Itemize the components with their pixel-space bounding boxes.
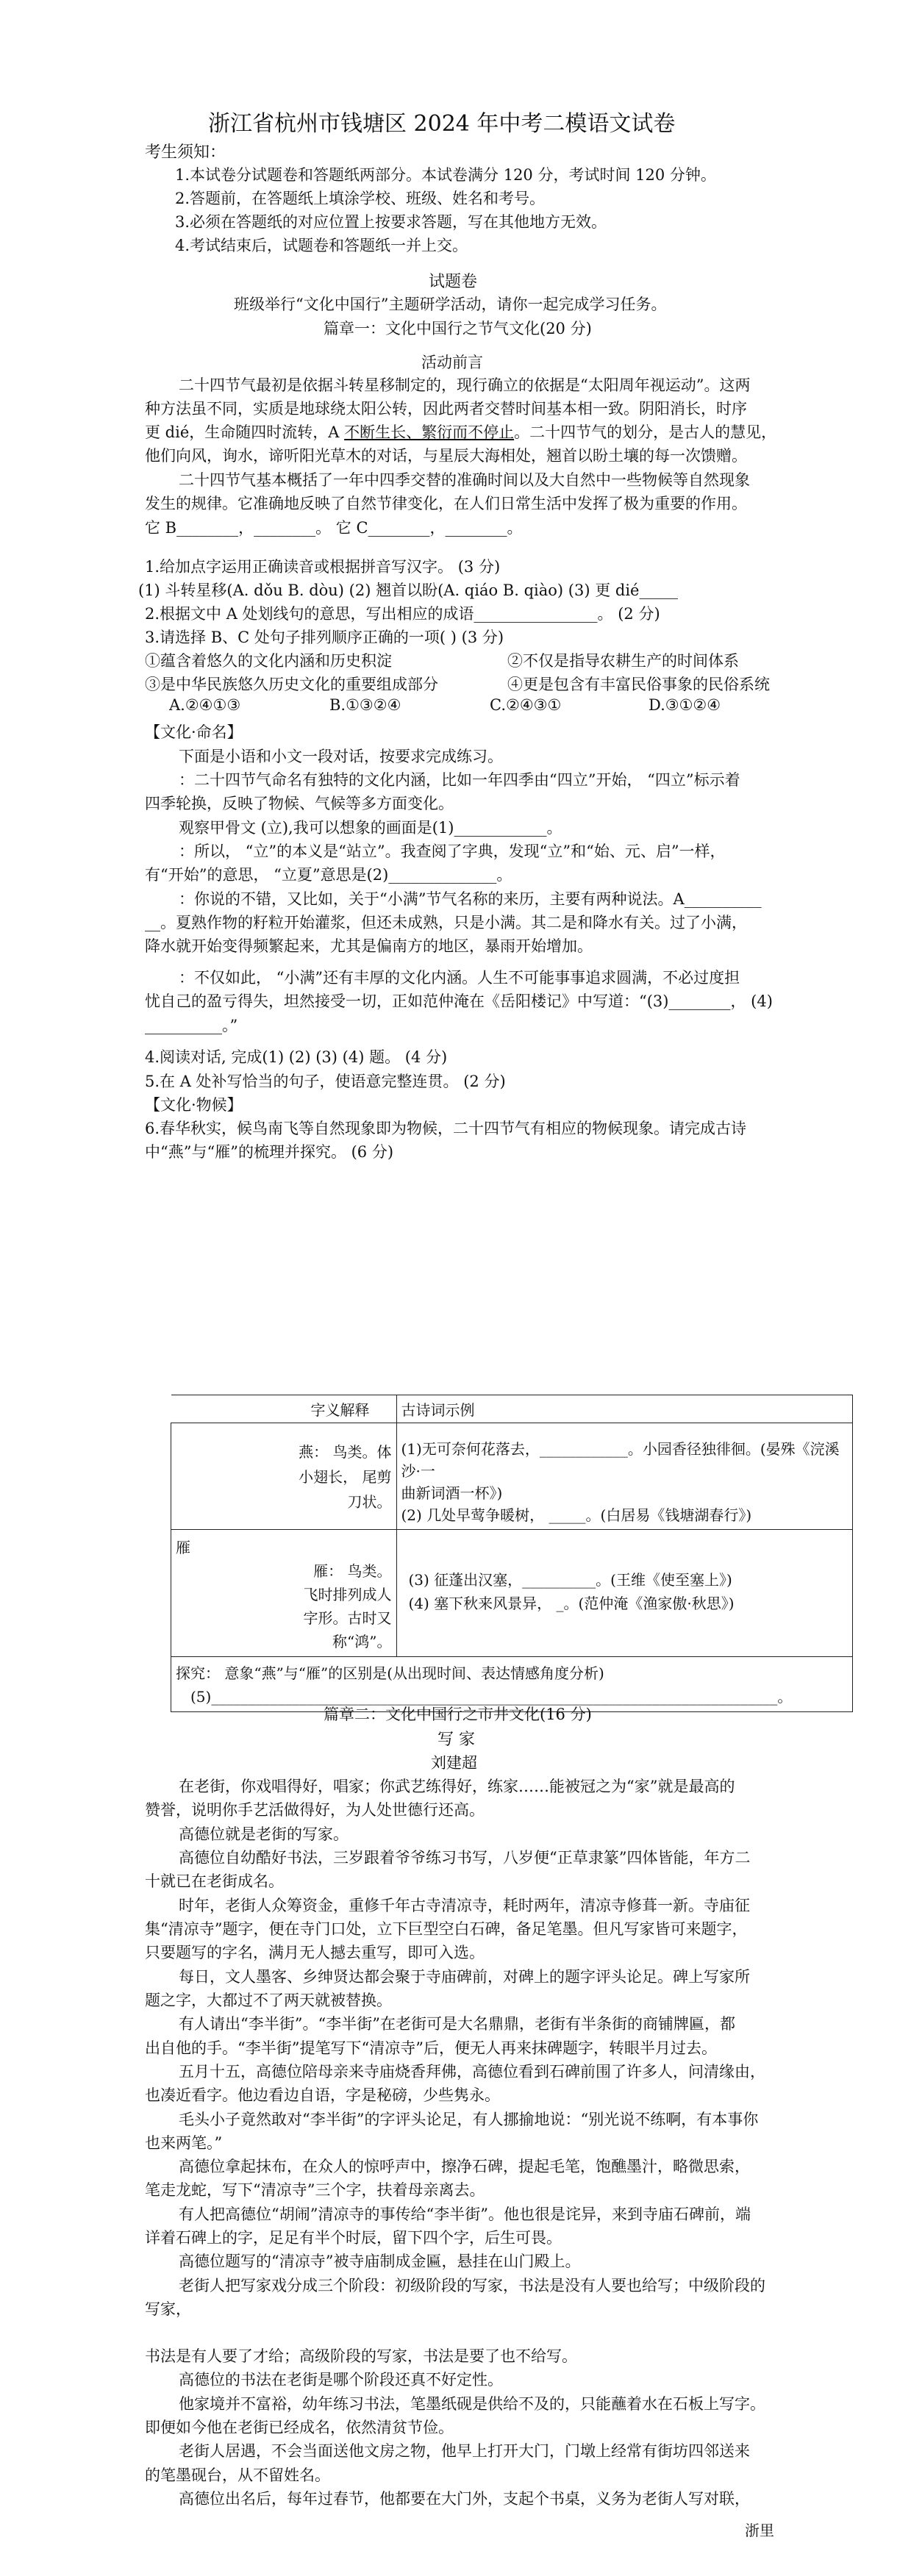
part2-title: 篇章二：文化中国行之市井文化(16 分) (324, 1706, 592, 1723)
essay-line: 毛头小子竟然敢对“李半街”的字评头论足，有人挪揄地说：“别光说不练啊，有本事你 (179, 2111, 759, 2128)
table-header-row (171, 1395, 853, 1423)
table-row (171, 1530, 853, 1657)
dialog-line: 有“开始”的意思， “立夏”意思是(2)______________。 (145, 866, 512, 884)
question-6-line: 6.春华秋实，候鸟南飞等自然现象即为物候，二十四节气有相应的物候现象。请完成古诗 (145, 1120, 747, 1137)
table-row (171, 1423, 853, 1530)
essay-line: 即便如今他在老街已经成名，依然清贫节俭。 (145, 2419, 454, 2436)
essay-line: 只要题写的字名，满月无人撼去重写，即可入选。 (145, 1944, 485, 1961)
question-3-stem: 3.请选择 B、C 处句子排列顺序正确的一项( ) (3 分) (145, 629, 504, 646)
paragraph-line-tail: 。二十四节气的划分，是古人的慧见， (514, 423, 777, 441)
page-footer: 浙里 (745, 2522, 774, 2539)
page-title: 浙江省杭州市钱塘区 2024 年中考二模语文试卷 (208, 111, 676, 137)
essay-line: 也来两笔。” (145, 2134, 223, 2152)
naming-intro: 下面是小语和小文一段对话，按要求完成练习。 (179, 748, 503, 765)
essay-line: 也凑近看字。他边看边自语，字是秘磅，少些隽永。 (145, 2086, 500, 2104)
intro-text: 班级举行“文化中国行”主题研学活动，请你一起完成学习任务。 (234, 296, 667, 313)
foreword-title: 活动前言 (421, 354, 483, 371)
essay-line: 题之字，大都过不了两天就被替换。 (145, 1992, 392, 2009)
essay-line: 五月十五，高德位陪母亲来寺庙烧香拜佛，高德位看到石碑前围了许多人，问清缘由， (179, 2063, 765, 2081)
meaning-line: 燕： 鸟类。体 (299, 1443, 392, 1461)
dialog-line: ：不仅如此， “小满”还有丰厚的文化内涵。人生不可能事事追求圆满，不必过度担 (179, 969, 740, 987)
question-3-choice: A.②④①③ (169, 696, 241, 714)
essay-line: 十就已在老街成名。 (145, 1872, 284, 1890)
header-meaning: 字义解释 (310, 1401, 370, 1419)
dialog-line: 降水就开始变得频繁起来，尤其是偏南方的地区，暴雨开始增加。 (145, 937, 593, 955)
example-line: (2) 几处早莺争暖树， _____。(白居易《钱塘湖春行》) (401, 1506, 752, 1524)
question-6-line: 中“燕”与“雁”的梳理并探究。 (6 分) (145, 1143, 394, 1161)
essay-line: 在老街，你戏唱得好，唱家；你武艺练得好，练家……能被冠之为“家”就是最高的 (179, 1778, 735, 1795)
paragraph-line: 它 B________，________。 它 C________，________。 (145, 519, 523, 537)
explore-text: 探究： 意象“燕”与“雁”的区别是(从出现时间、表达情感角度分析) (176, 1664, 604, 1682)
table-cell-examples (396, 1423, 853, 1530)
essay-line: 详着石碑上的字，足足有半个时辰，留下四个字，后生可畏。 (145, 2229, 562, 2247)
dialog-line: 观察甲骨文 (立),我可以想象的画面是(1)____________。 (179, 819, 562, 837)
question-3-choice: D.③①②④ (649, 696, 721, 714)
essay-line: 高德位就是老街的写家。 (179, 1825, 349, 1843)
question-5: 5.在 A 处补写恰当的句子，使语意完整连贯。 (2 分) (145, 1073, 506, 1090)
essay-line: 的笔墨砚台，从不留姓名。 (145, 2466, 330, 2484)
essay-title: 写 家 (437, 1731, 475, 1749)
dialog-line: ：二十四节气命名有独特的文化内涵，比如一年四季由“四立”开始， “四立”标示着 (179, 771, 740, 789)
essay-author: 刘建超 (431, 1754, 477, 1772)
paragraph-line: 种方法虽不同，实质是地球绕太阳公转，因此两者交替时间基本相一致。阴阳消长，时序 (145, 400, 747, 418)
question-3-option: ④更是包含有丰富民俗事象的民俗系统 (507, 676, 770, 693)
question-3-choice: C.②④③① (490, 696, 562, 714)
example-line: (3) 征蓬出汉塞，__________。(王维《使至塞上》) (408, 1571, 732, 1589)
essay-line: 高德位出名后，每年过春节，他都要在大门外，支起个书桌，义务为老街人写对联， (179, 2490, 750, 2508)
notice-item: 2.答题前，在答题纸上填涂学校、班级、姓名和考号。 (175, 190, 546, 207)
question-1-stem: 1.给加点字运用正确读音或根据拼音写汉字。 (3 分) (145, 558, 501, 576)
meaning-line: 雁： 鸟类。 (313, 1562, 392, 1580)
paragraph-line: 二十四节气最初是依据斗转星移制定的，现行确立的依据是“太阳周年视运动”。这两 (179, 376, 751, 394)
question-3-option: ①蕴含着悠久的文化内涵和历史积淀 (145, 652, 392, 670)
notice-item: 1.本试卷分试题卷和答题纸两部分。本试卷满分 120 分，考试时间 120 分钟。 (175, 166, 716, 184)
question-3-option: ②不仅是指导农耕生产的时间体系 (507, 652, 739, 670)
underlined-sentence-a: 不断生长、繁衍而不停止 (344, 423, 515, 441)
essay-line: 每日，文人墨客、乡绅贤达都会聚于寺庙碑前，对碑上的题字评头论足。碑上写家所 (179, 1968, 750, 1986)
paragraph-line-start: 更 dié，生命随四时流转，A (145, 423, 345, 441)
example-line: 曲新词酒一杯》) (401, 1484, 503, 1502)
dialog-line: ：所以， “立”的本义是“站立”。我查阅了字典，发现“立”和“始、元、启”一样， (179, 842, 726, 860)
essay-line: 老街人把写家戏分成三个阶段：初级阶段的写家，书法是没有人要也给写；中级阶段的 (179, 2277, 765, 2294)
essay-line: 高德位题写的“清凉寺”被寺庙制成金匾，悬挂在山门殿上。 (179, 2253, 581, 2270)
part1-title: 篇章一：文化中国行之节气文化(20 分) (324, 320, 592, 337)
table-cell-examples (396, 1530, 853, 1657)
question-3-choice: B.①③②④ (329, 696, 401, 714)
table-cell-meaning (171, 1423, 397, 1530)
question-3-option: ③是中华民族悠久历史文化的重要组成部分 (145, 676, 438, 693)
meaning-line: 称“鸿”。 (332, 1633, 392, 1650)
meaning-line: 字形。古时又 (303, 1609, 392, 1627)
essay-line: 赞誉，说明你手艺活做得好，为人处世德行还高。 (145, 1801, 485, 1819)
question-2: 2.根据文中 A 处划线句的意思，写出相应的成语________________。 (2 分) (145, 605, 660, 623)
header-examples: 古诗词示例 (401, 1401, 475, 1419)
essay-line: 集“清凉寺”题字，便在寺门口处，立下巨型空白石碑，备足笔墨。但凡写家皆可来题字， (145, 1920, 748, 1938)
essay-line: 笔走龙蛇，写下“清凉寺”三个字，扶着母亲离去。 (145, 2181, 485, 2199)
question-4: 4.阅读对话, 完成(1) (2) (3) (4) 题。 (4 分) (145, 1048, 448, 1066)
essay-line: 书法是有人要了才给；高级阶段的写家，书法是要了也不给写。 (145, 2347, 577, 2365)
meaning-char: 雁 (176, 1539, 190, 1556)
meaning-line: 小翅长， 尾剪 (299, 1468, 392, 1486)
dialog-line: ：你说的不错，又比如，关于“小满”节气名称的来历，主要有两种说法。A__________ (179, 890, 762, 908)
meaning-line: 刀状。 (347, 1493, 392, 1511)
essay-line: 时年，老街人众筹资金，重修千年古寺清凉寺，耗时两年，清凉寺修葺一新。寺庙征 (179, 1897, 750, 1914)
paragraph-line: 发生的规律。它准确地反映了自然节律变化，在人们日常生活中发挥了极为重要的作用。 (145, 495, 747, 512)
essay-line: 有人把高德位“胡闹”清凉寺的事传给“李半街”。他也很是诧异，来到寺庙石碑前，端 (179, 2205, 751, 2223)
essay-line: 出自他的手。“李半街”提笔写下“清凉寺”后，便无人再来抹碑题字，转眼半月过去。 (145, 2039, 717, 2057)
essay-line: 高德位拿起抹布，在众人的惊呼声中，擦净石碑，提起毛笔，饱醮墨汁，略微思索， (179, 2158, 750, 2175)
dialog-line: __。夏熟作物的籽粒开始灌浆，但还未成熟，只是小满。其二是和降水有关。过了小满， (145, 914, 747, 931)
phenology-label: 【文化·物候】 (145, 1096, 243, 1114)
notice-item: 3.必须在答题纸的对应位置上按要求答题，写在其他地方无效。 (175, 213, 607, 231)
dialog-line: 忧自己的盈亏得失，坦然接受一切，正如范仲淹在《岳阳楼记》中写道：“(3)________， (4) (145, 992, 773, 1010)
naming-label: 【文化·命名】 (145, 723, 243, 741)
table-header-cell (171, 1395, 397, 1423)
essay-line: 他家境并不富裕，幼年练习书法，笔墨纸砚是供给不及的，只能蘸着水在石板上写字。 (179, 2395, 765, 2413)
essay-line: 高德位的书法在老街是哪个阶段还真不好定性。 (179, 2371, 503, 2389)
essay-line: 写家， (145, 2300, 191, 2318)
essay-line: 有人请出“李半街”。“李半街”在老街可是大名鼎鼎，老街有半条街的商铺牌匾，都 (179, 2015, 735, 2033)
notice-item: 4.考试结束后，试题卷和答题纸一并上交。 (175, 237, 468, 254)
table-header-cell (396, 1395, 853, 1423)
essay-line: 老街人居遇，不会当面送他文房之物，他早上打开大门，门墩上经常有街坊四邻送来 (179, 2442, 750, 2460)
example-line: (1)无可奈何花落去，____________。小园香径独徘徊。(晏殊《浣溪沙·一 (401, 1440, 840, 1480)
dialog-line: __________。” (145, 1017, 238, 1034)
dialog-line: 四季轮换，反映了物候、气候等多方面变化。 (145, 795, 454, 812)
example-line: (4) 塞下秋来风景异， _。(范仲淹《渔家傲·秋思》) (408, 1595, 735, 1612)
explore-answer-blank: (5)_____________________________________________________________________________。 (190, 1688, 793, 1706)
table-cell-meaning (171, 1530, 397, 1657)
question-1-items: (1) 斗转星移(A. dǒu B. dòu) (2) 翘首以盼(A. qiáo B. qiào) (3) 更 dié_____ (138, 582, 678, 599)
poem-table (171, 1395, 853, 1712)
paragraph-line: 他们向风，询水，谛听阳光草木的对话，与星辰大海相处，翘首以盼土壤的每一次馈赠。 (145, 447, 747, 465)
section-label: 试题卷 (429, 273, 478, 291)
paragraph-line (145, 421, 776, 443)
essay-line: 高德位自幼酷好书法，三岁跟着爷爷练习书写，八岁便“正草隶篆”四体皆能，年方二 (179, 1849, 751, 1867)
paragraph-line: 二十四节气基本概括了一年中四季交替的准确时间以及大自然中一些物候等自然现象 (179, 471, 750, 489)
notice-heading: 考生须知： (145, 143, 226, 162)
meaning-line: 飞时排列成人 (303, 1586, 392, 1603)
